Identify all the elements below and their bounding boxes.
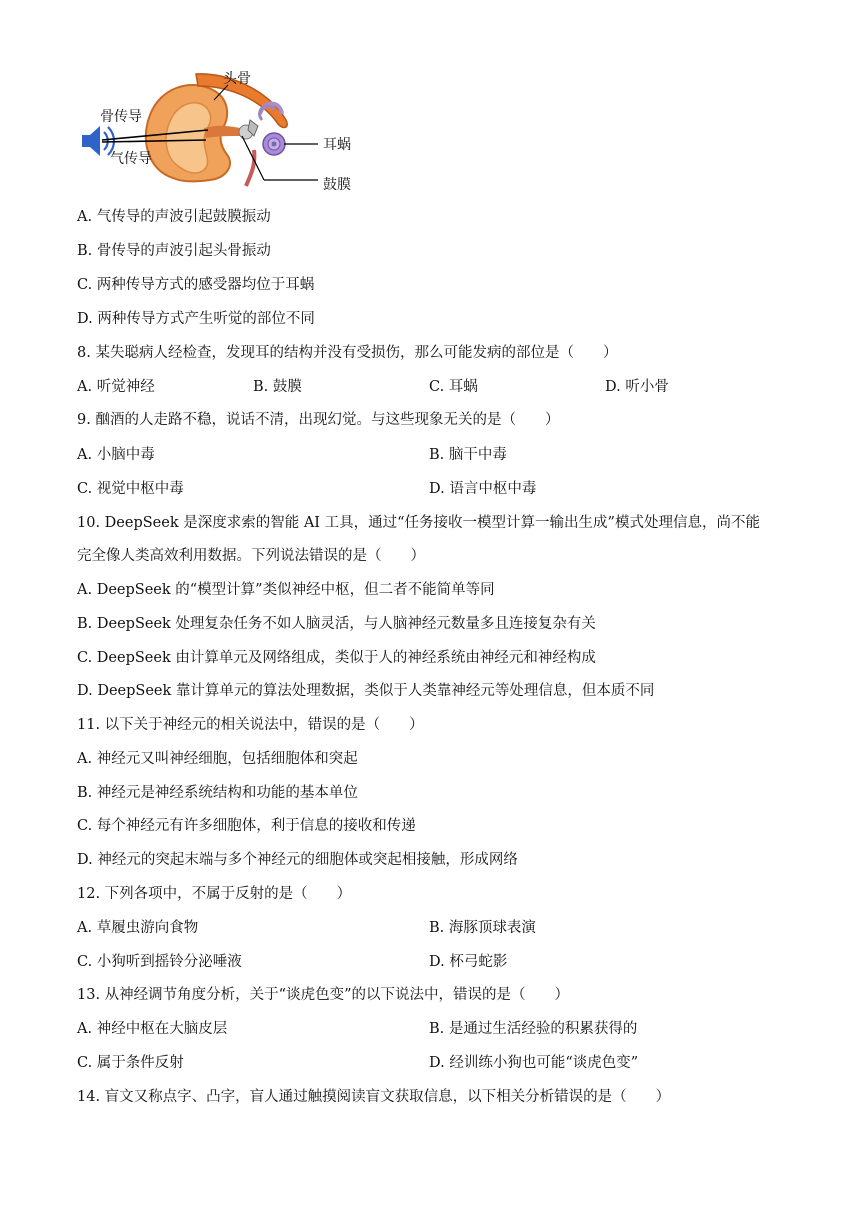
q14-stem: 14. 盲文又称点字、凸字，盲人通过触摸阅读盲文获取信息，以下相关分析错误的是（ ）: [77, 1089, 671, 1105]
q8-option-a: A. 听觉神经: [77, 379, 155, 395]
q10-stem-line1: 10. DeepSeek 是深度求索的智能 AI 工具，通过“任务接收一模型计算一输出生成”模式处理信息，尚不能: [77, 515, 760, 531]
bone-conduction-label: 骨传导: [100, 109, 142, 125]
q10-option-d: D. DeepSeek 靠计算单元的算法处理数据，类似于人类靠神经元等处理信息，但本质不同: [77, 683, 655, 699]
q9-option-d: D. 语言中枢中毒: [429, 481, 537, 497]
q8-option-c: C. 耳蜗: [429, 379, 478, 395]
q12-option-a: A. 草履虫游向食物: [77, 920, 199, 936]
q13-option-a: A. 神经中枢在大脑皮层: [77, 1021, 228, 1037]
q12-stem: 12. 下列各项中，不属于反射的是（ ）: [77, 886, 352, 902]
q10-option-c: C. DeepSeek 由计算单元及网络组成，类似于人的神经系统由神经元和神经构成: [77, 650, 596, 666]
q7-option-d: D. 两种传导方式产生听觉的部位不同: [77, 311, 315, 327]
q10-stem-line2: 完全像人类高效利用数据。下列说法错误的是（ ）: [77, 548, 425, 564]
q12-option-d: D. 杯弓蛇影: [429, 954, 508, 970]
q8-option-b: B. 鼓膜: [253, 379, 302, 395]
q10-option-b: B. DeepSeek 处理复杂任务不如人脑灵活，与人脑神经元数量多且连接复杂有关: [77, 616, 596, 632]
q11-stem: 11. 以下关于神经元的相关说法中，错误的是（ ）: [77, 717, 424, 733]
eardrum-label: 鼓膜: [323, 177, 351, 193]
q13-option-b: B. 是通过生活经验的积累获得的: [429, 1021, 638, 1037]
q13-stem: 13. 从神经调节角度分析，关于“谈虎色变”的以下说法中，错误的是（ ）: [77, 987, 569, 1003]
q8-stem: 8. 某失聪病人经检查，发现耳的结构并没有受损伤，那么可能发病的部位是（ ）: [77, 345, 618, 361]
q8-option-d: D. 听小骨: [605, 379, 669, 395]
q7-option-c: C. 两种传导方式的感受器均位于耳蜗: [77, 277, 315, 293]
q9-option-b: B. 脑干中毒: [429, 447, 507, 463]
q9-option-c: C. 视觉中枢中毒: [77, 481, 184, 497]
cochlea-label: 耳蜗: [323, 137, 351, 153]
q9-stem: 9. 酗酒的人走路不稳，说话不清，出现幻觉。与这些现象无关的是（ ）: [77, 412, 560, 428]
q11-option-a: A. 神经元又叫神经细胞，包括细胞体和突起: [77, 751, 358, 767]
q13-option-d: D. 经训练小狗也可能“谈虎色变”: [429, 1055, 639, 1071]
q11-option-b: B. 神经元是神经系统结构和功能的基本单位: [77, 785, 358, 801]
air-conduction-label: 气传导: [110, 151, 152, 167]
q11-option-d: D. 神经元的突起末端与多个神经元的细胞体或突起相接触，形成网络: [77, 852, 518, 868]
q10-option-a: A. DeepSeek 的“模型计算”类似神经中枢，但二者不能简单等同: [77, 582, 495, 598]
q9-option-a: A. 小脑中毒: [77, 447, 155, 463]
ear-conduction-figure: [78, 70, 368, 192]
q11-option-c: C. 每个神经元有许多细胞体，利于信息的接收和传递: [77, 818, 416, 834]
skull-label: 头骨: [223, 71, 251, 87]
q12-option-c: C. 小狗听到摇铃分泌唾液: [77, 954, 242, 970]
q12-option-b: B. 海豚顶球表演: [429, 920, 536, 936]
q7-option-b: B. 骨传导的声波引起头骨振动: [77, 243, 271, 259]
q13-option-c: C. 属于条件反射: [77, 1055, 184, 1071]
q7-option-a: A. 气传导的声波引起鼓膜振动: [77, 209, 271, 225]
